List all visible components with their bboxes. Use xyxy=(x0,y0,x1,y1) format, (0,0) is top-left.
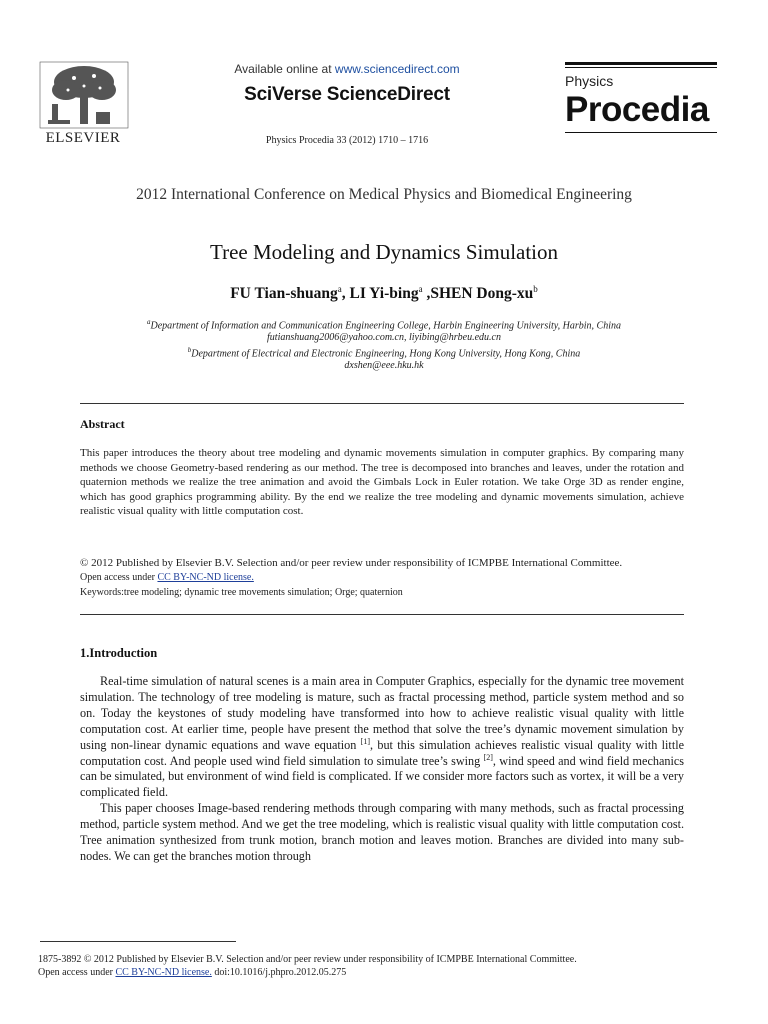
author-affiliation-mark: b xyxy=(533,284,538,294)
conference-name: 2012 International Conference on Medical Physics and Biomedical Engineering xyxy=(136,186,632,203)
paragraph xyxy=(80,674,684,801)
paragraph: This paper chooses Image-based rendering methods through comparing with many methods, such as fractal processing method, particle system method. And we get the tree modeling, which is realistic visual quality with little computation cost. Tree animation synthesized from trunk motion, branch motion and leaves motion. Branches are divided into many sub-nodes. We can get the branches motion through xyxy=(80,801,684,863)
author-separator: , xyxy=(341,285,350,303)
journal-name-small: Physics xyxy=(565,73,614,89)
journal-logo xyxy=(565,62,717,133)
open-access-notice xyxy=(80,572,254,583)
author-emails: futianshuang2006@yahoo.com.cn, liyibing@hrbeu.edu.cn xyxy=(267,332,501,343)
footer-copyright: 1875-3892 © 2012 Published by Elsevier B.V. Selection and/or peer review under responsibility of ICMPBE International Committee. xyxy=(38,954,577,965)
publisher-name: ELSEVIER xyxy=(45,130,121,146)
affiliation-text: Department of Electrical and Electronic Engineering, Hong Kong University, Hong Kong, China xyxy=(191,348,581,360)
paper-title: Tree Modeling and Dynamics Simulation xyxy=(209,240,559,264)
footer-license-link[interactable]: CC BY-NC-ND license. xyxy=(115,967,212,978)
author-affiliation-mark: a xyxy=(337,284,342,294)
sciencedirect-link[interactable]: www.sciencedirect.com xyxy=(334,62,460,76)
available-prefix: Available online at xyxy=(234,62,335,76)
journal-rule-bottom xyxy=(565,132,717,133)
keywords: Keywords:tree modeling; dynamic tree movements simulation; Orge; quaternion xyxy=(80,587,403,598)
author-name: SHEN Dong-xu xyxy=(430,285,534,303)
doi: doi:10.1016/j.phpro.2012.05.275 xyxy=(211,967,347,978)
abstract-heading: Abstract xyxy=(80,417,125,431)
author-name: FU Tian-shuang xyxy=(230,285,338,303)
copyright-notice: © 2012 Published by Elsevier B.V. Selection and/or peer review under responsibility of ICMPBE International Committee. xyxy=(80,557,623,569)
affiliation-line xyxy=(40,332,728,343)
footer-rule xyxy=(40,941,236,942)
affiliation-text: Department of Information and Communication Engineering College, Harbin Engineering University, Harbin, China xyxy=(150,320,622,332)
introduction-body xyxy=(80,674,684,865)
citation-ref[interactable]: [1] xyxy=(360,736,370,746)
affiliation-mark: a xyxy=(146,318,151,326)
available-online xyxy=(210,62,484,76)
affiliation-mark: b xyxy=(187,346,192,354)
paragraph-text: , but this simulation achieves realistic visual quality with little computation cost. And people used wind field simulation to simulate tree’s swing xyxy=(80,737,684,768)
author-list xyxy=(40,284,728,303)
author-separator: , xyxy=(422,285,431,303)
author-email: dxshen@eee.hku.hk xyxy=(344,360,424,371)
citation-ref[interactable]: [2] xyxy=(483,752,493,762)
abstract-text: This paper introduces the theory about tree modeling and dynamic movements simulation in computer graphics. By comparing many methods we choose Geometry-based rendering as our method. The tree is decomposed into branches and leaves, under the rotation and quaternion methods we realize the tree animation and avoid the Gimbals Lock in Euler rotation. We take Orge 3D as render engine, which has good graphics programming ability. By the end we realize the tree modeling and dynamic movements simulation, achieve realistic visual quality with little computation cost. xyxy=(80,447,684,517)
affiliation-line xyxy=(40,360,728,371)
section-heading: 1.Introduction xyxy=(80,646,158,660)
platform-logo: SciVerse ScienceDirect xyxy=(244,84,450,105)
paragraph-text: Real-time simulation of natural scenes is a main area in Computer Graphics, especially for the dynamic tree movement simulation. The technology of tree modeling is mature, such as fractal processing method, particle system method and so on. Today the keystones of study modeling have transformed into how to achieve realistic visual quality with little computation cost. At earlier time, people have present the method that solve the tree’s dynamic movement simulation by using non-linear dynamic equations and wave equation xyxy=(80,674,684,752)
paragraph-text: , wind speed and wind field mechanics can be simulated, but environment of wind field is complicated. If we consider more factors such as vortex, it will be a very complicated field. xyxy=(80,753,684,800)
author-affiliation-mark: a xyxy=(418,284,423,294)
affiliation-line xyxy=(40,346,728,359)
abstract-top-rule xyxy=(80,403,684,404)
journal-rule-thick xyxy=(565,62,717,65)
footer-open-access-prefix: Open access under xyxy=(38,967,116,978)
open-access-prefix: Open access under xyxy=(80,572,158,583)
affiliation-line xyxy=(40,318,728,331)
footer-open-access xyxy=(38,967,738,978)
abstract-bottom-rule xyxy=(80,614,684,615)
author-name: LI Yi-bing xyxy=(349,285,419,303)
license-link[interactable]: CC BY-NC-ND license. xyxy=(157,572,254,583)
journal-rule-thin xyxy=(565,67,717,68)
journal-citation: Physics Procedia 33 (2012) 1710 – 1716 xyxy=(265,135,429,146)
journal-name-large: Procedia xyxy=(565,90,709,129)
